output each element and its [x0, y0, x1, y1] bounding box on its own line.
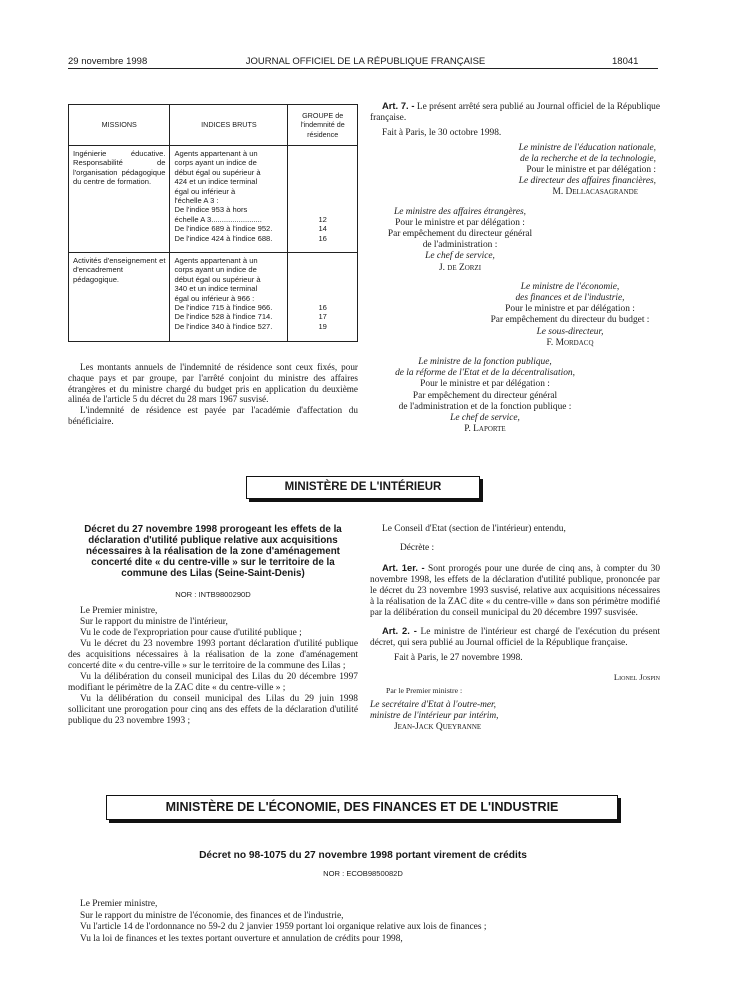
paragraph: Vu la délibération du conseil municipal des Lilas du 29 juin 1998 sollicitant une prorogation pour cinq ans des effets de la déclaration d'utilité publique du 23 novembre 1993 ;: [68, 694, 358, 726]
article-text: Le présent arrêté sera publié au Journal officiel de la République française.: [370, 102, 660, 124]
sig-line: Par empêchement du directeur général: [387, 229, 533, 240]
indice-line: De l'indice 528 à l'indice 714.: [174, 312, 273, 322]
sig-line: Par empêchement du directeur du budget :: [490, 315, 650, 326]
paragraph: Le Premier ministre,: [80, 606, 158, 616]
paragraph: L'indemnité de résidence est payée par l'académie d'affectation du bénéficiaire.: [68, 405, 358, 426]
groupe-value: 14: [318, 224, 327, 234]
table-header-groupe: GROUPE de l'indemnité de résidence: [288, 105, 358, 146]
indice-line: 424 et un indice terminal: [174, 177, 258, 187]
economie-visas: [68, 899, 658, 945]
nor-interieur: NOR : INTB9800290D: [175, 590, 251, 599]
header-rule: [68, 68, 658, 69]
sig-line: Pour le ministre et par délégation :: [505, 304, 635, 315]
groupe-value: 19: [318, 321, 327, 331]
sig-name: P. Laporte: [464, 424, 506, 435]
indice-line: égal ou inférieur à: [174, 186, 236, 196]
indice-line: l'échelle A 3 :: [174, 196, 219, 206]
paragraph: Vu la délibération du conseil municipal des Lilas du 20 décembre 1997 modifiant le périmètre de la ZAC dite « du centre-ville » ;: [68, 672, 358, 693]
table-row: [69, 146, 358, 253]
article-text: Sont prorogés pour une durée de cinq ans, à compter du 30 novembre 1998, les effets de la déclaration d'utilité publique, prononcée par le décret du 23 novembre 1993 susvisé, relative aux acquisitions nécessaires à la réalisation de la ZAC dite « du centre-ville » dans son périmètre modifié par la délibération du conseil municipal du 20 décembre 1997 susvisée.: [370, 564, 661, 618]
sig-line: de l'administration et de la fonction publique :: [398, 401, 572, 412]
table-header-missions: MISSIONS: [69, 105, 170, 146]
table-header-row: [69, 105, 358, 146]
sig-line: de l'administration :: [422, 240, 498, 251]
nor-economie: NOR : ECOB9850082D: [323, 869, 403, 878]
fait-date: Fait à Paris, le 27 novembre 1998.: [394, 653, 523, 663]
paragraph: Les montants annuels de l'indemnité de résidence sont ceux fixés, pour chaque pays et par groupe, par l'arrêté conjoint du ministre des affaires étrangères et du ministre chargé du budget pris en application du deuxième alinéa de l'article 5 du décret du 28 mars 1967 susvisé.: [68, 362, 358, 405]
decree-title-economie: Décret no 98-1075 du 27 novembre 1998 portant virement de crédits: [199, 850, 527, 861]
table-row: [69, 253, 358, 342]
interieur-visas: [68, 606, 358, 727]
table-cell-indices: [170, 253, 288, 342]
indice-line: corps ayant un indice de: [174, 158, 257, 168]
indice-line: De l'indice 715 à l'indice 966.: [174, 303, 273, 313]
table-cell-groupe: [288, 146, 358, 253]
table-cell-mission: Activités d'enseignement et d'encadrement pédagogique.: [69, 253, 170, 342]
article-label: Art. 2. -: [382, 625, 417, 636]
indice-line: De l'indice 424 à l'indice 688.: [174, 233, 273, 243]
signature-block: [370, 143, 660, 199]
table-cell-groupe: [288, 253, 358, 342]
sig-name: Jean-Jack Queyranne: [394, 722, 482, 732]
missions-table: [68, 104, 358, 342]
sig-name: M. Dellacasagrande: [552, 187, 638, 198]
sig-line: Le ministre de l'économie,: [520, 281, 620, 292]
ministry-heading-economie: MINISTÈRE DE L'ÉCONOMIE, DES FINANCES ET DE L'INDUSTRIE: [106, 795, 618, 820]
paragraph: Vu l'article 14 de l'ordonnance no 59-2 du 2 janvier 1959 portant loi organique relative aux lois de finances ;: [80, 922, 487, 933]
paragraph: Sur le rapport du ministre de l'intérieur,: [80, 617, 228, 627]
article-label: Art. 7. -: [382, 100, 415, 111]
signature-block: [480, 282, 660, 349]
sig-line: ministre de l'intérieur par intérim,: [370, 711, 499, 721]
journal-title: JOURNAL OFFICIEL DE LA RÉPUBLIQUE FRANÇAISE: [245, 56, 486, 67]
groupe-value: 12: [318, 215, 327, 224]
indice-line: De l'indice 689 à l'indice 952.: [174, 224, 273, 234]
sig-line: Pour le ministre et par délégation :: [420, 379, 550, 390]
sig-line: des finances et de l'industrie,: [515, 293, 625, 304]
groupe-value: 16: [318, 233, 327, 243]
indice-line: corps ayant un indice de: [174, 265, 257, 275]
sig-line: de la réforme de l'Etat et de la décentralisation,: [395, 368, 575, 379]
sig-line: Le sous-directeur,: [536, 326, 604, 337]
indice-line: début égal ou supérieur à: [174, 167, 261, 177]
sig-line: Le chef de service,: [450, 413, 520, 424]
indice-line: égal ou inférieur à 966 :: [174, 293, 255, 303]
decrete: Décrète :: [400, 543, 435, 553]
paragraph: Sur le rapport du ministre de l'économie, des finances et de l'industrie,: [80, 910, 344, 921]
indice-line: Agents appartenant à un: [174, 149, 258, 158]
sig-line: Le directeur des affaires financières,: [518, 176, 656, 187]
paragraph: Le Conseil d'Etat (section de l'intérieur) entendu,: [382, 524, 566, 534]
decree-title-interieur: Décret du 27 novembre 1998 prorogeant les effets de la déclaration d'utilité publique relative aux acquisitions nécessaires à la réalisation de la zone d'aménagement concerté dite « du centre-ville » sur le territoire de la commune des Lilas (Seine-Saint-Denis): [84, 524, 342, 579]
signature-block: [370, 207, 550, 274]
signature-block: [370, 357, 600, 435]
sig-line: Le ministre de la fonction publique,: [418, 357, 552, 368]
header-date: 29 novembre 1998: [68, 56, 148, 67]
sig-line: Le chef de service,: [425, 251, 495, 262]
sig-name: F. Mordacq: [546, 337, 594, 348]
paragraph: Vu le décret du 23 novembre 1993 portant déclaration d'utilité publique des acquisitions nécessaires à la réalisation de la zone d'aménagement concerté dite « du centre-ville » sur le territoire de la commune des Lilas ;: [68, 639, 358, 671]
indice-line: début égal ou supérieur à: [174, 274, 261, 284]
indice-line: Agents appartenant à un: [174, 256, 258, 265]
indice-line: 340 et un indice terminal: [174, 284, 258, 294]
paragraph: Vu le code de l'expropriation pour cause d'utilité publique ;: [80, 628, 302, 638]
table-header-indices: INDICES BRUTS: [170, 105, 288, 146]
table-cell-mission: Ingénierie éducative. Responsabilité de l'organisation pédagogique du centre de formation.: [69, 146, 170, 253]
left-top-text: [68, 362, 358, 427]
sig-name: J. de Zorzi: [438, 262, 482, 273]
indice-line: De l'indice 340 à l'indice 527.: [174, 321, 273, 331]
paragraph: Vu la loi de finances et les textes portant ouverture et annulation de crédits pour 1998,: [80, 933, 403, 944]
groupe-value: 17: [318, 312, 327, 322]
paragraph: Le Premier ministre,: [80, 899, 158, 909]
table-cell-indices: [170, 146, 288, 253]
sig-line: Le ministre des affaires étrangères,: [393, 206, 527, 217]
sig-line: Par empêchement du directeur général: [412, 390, 558, 401]
sig-line: Par le Premier ministre :: [386, 686, 463, 695]
article-text: Le ministre de l'intérieur est chargé de l'exécution du présent décret, qui sera publié au Journal officiel de la République française.: [370, 627, 660, 648]
ministry-heading-interieur: MINISTÈRE DE L'INTÉRIEUR: [246, 476, 480, 499]
interieur-articles: [370, 524, 660, 733]
sig-line: Le ministre de l'éducation nationale,: [518, 142, 656, 153]
fait-date: Fait à Paris, le 30 octobre 1998.: [382, 128, 502, 139]
page-number: 18041: [612, 56, 639, 67]
sig-line: Le secrétaire d'Etat à l'outre-mer,: [370, 700, 496, 710]
sig-name: Lionel Jospin: [613, 672, 660, 682]
article-label: Art. 1er. -: [382, 562, 425, 573]
indice-line: De l'indice 953 à hors: [174, 205, 248, 215]
sig-line: Pour le ministre et par délégation :: [395, 217, 525, 228]
indice-line: échelle A 3........................: [174, 214, 262, 224]
sig-line: de la recherche et de la technologie,: [520, 153, 656, 164]
groupe-value: 16: [318, 303, 327, 312]
right-top-column: [370, 100, 660, 435]
sig-line: Pour le ministre et par délégation :: [526, 165, 656, 176]
